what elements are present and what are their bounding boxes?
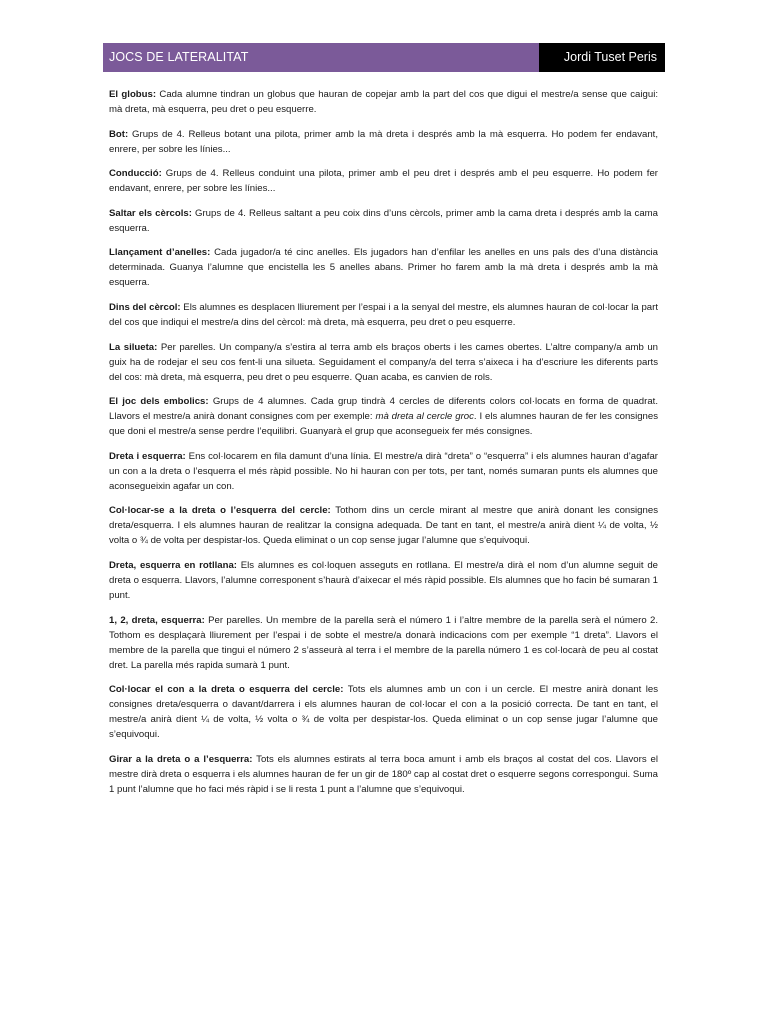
paragraph-text: Cada jugador/a té cinc anelles. Els jugadors han d’enfilar les anelles en uns pals des d’una distància determinada. Guanya l’alumne que encistella les 5 anelles abans. Primer ho farem amb la mà dreta i després amb la mà esquerra. [109, 247, 659, 289]
paragraph-title: Girar a la dreta o a l’esquerra: [109, 753, 253, 765]
paragraph-collocar-cercle [109, 503, 658, 548]
paragraph-dins-cercol [109, 300, 658, 330]
paragraph-title: Conducció: [109, 168, 162, 180]
paragraph-text: Cada alumne tindran un globus que hauran de copejar amb la part del cos que digui el mestre/a sense que caigui: mà dreta, mà esquerra, peu dret o peu esquerre. [109, 89, 658, 115]
paragraph-text: Grups de 4. Relleus conduint una pilota, primer amb el peu dret i després amb el peu esquerre. Ho podem fer endavant, enrere, per sobre les línies... [109, 168, 658, 195]
paragraph-collocar-con [109, 682, 658, 742]
author-name: Jordi Tuset Peris [539, 43, 665, 72]
paragraph-text: Per parelles. Un company/a s’estira al terra amb els braços oberts i les cames obertes. L’altre company/a amb un guix ha de rodejar el seu cos fent-li una silueta. Seguidament el company/a del terra s’aixeca i ha d’escriure les diferents parts del cos: mà dreta, mà esquerra, peu dret o peu esquerre. Quan acaba, es canvien de rols. [109, 341, 658, 383]
paragraph-globus [109, 87, 658, 117]
document-body [109, 87, 658, 806]
paragraph-title: Dins del cèrcol: [109, 301, 181, 313]
paragraph-title: El joc dels embolics: [109, 396, 209, 408]
paragraph-title: La silueta: [109, 341, 158, 353]
paragraph-text: Tots els alumnes amb un con i un cercle. El mestre anirà donant les consignes dreta/esquerra o davant/darrera i els alumnes hauran de col·locar el con a la posició correcta. De tant en tant, el mestre/a anirà dient ¼ de volta, ½ volta o ¾ de volta per despistar-los. Queda eliminat o un cop sense jugar l’alumne que s’equivoqui. [109, 684, 659, 741]
paragraph-saltar-cercols [109, 206, 658, 236]
paragraph-text: Grups de 4. Relleus botant una pilota, primer amb la mà dreta i després amb la mà esquerra. Ho podem fer endavant, enrere, per sobre les línies... [109, 128, 658, 155]
paragraph-rotllana [109, 558, 658, 603]
paragraph-title: Bot: [109, 128, 129, 140]
paragraph-girar [109, 752, 658, 797]
paragraph-llancament-anelles [109, 245, 658, 290]
paragraph-title: Saltar els cèrcols: [109, 207, 192, 219]
paragraph-1-2-dreta-esquerra [109, 613, 658, 673]
paragraph-text: Tots els alumnes estirats al terra boca amunt i amb els braços al costat del cos. Llavors el mestre dirà dreta o esquerra i els alumnes hauran de fer un gir de 180º cap al costat dret o esquerre segons correspongui. Suma 1 punt l’alumne que ho faci més ràpid i se li resta 1 punt a l’alumne que s’equivoqui. [109, 753, 658, 795]
paragraph-text: Grups de 4 alumnes. Cada grup tindrà 4 cercles de diferents colors col·locats en forma de quadrat. Llavors el mestre/a anirà donant consignes com per exemple: [109, 396, 658, 423]
paragraph-title: El globus: [109, 89, 157, 100]
paragraph-bot [109, 127, 658, 157]
paragraph-italic-example: mà dreta al cercle groc [375, 411, 474, 423]
paragraph-title: Dreta i esquerra: [109, 450, 186, 462]
paragraph-title: Llançament d’anelles: [109, 247, 211, 259]
paragraph-title: Dreta, esquerra en rotllana: [109, 559, 238, 571]
paragraph-title: 1, 2, dreta, esquerra: [109, 614, 205, 626]
paragraph-title: Col·locar el con a la dreta o esquerra del cercle: [109, 684, 344, 696]
paragraph-text: Ens col·locarem en fila damunt d’una línia. El mestre/a dirà “dreta” o “esquerra” i els alumnes hauran d’agafar un con a la dreta o l’esquerra el més ràpid possible. No hi hauran con per tots, per tant, només sumaran punts els alumnes que aconsegueixin agafar un con. [109, 450, 658, 492]
paragraph-joc-embolics [109, 394, 658, 439]
paragraph-text-continued: . I els alumnes hauran de fer les consignes que doni el mestre/a sense perdre l’equilibri. Guanyarà el grup que aconsegueix fer més consignes. [109, 411, 659, 438]
paragraph-text: Els alumnes es col·loquen asseguts en rotllana. El mestre/a dirà el nom d’un alumne seguit de dreta o esquerra. Llavors, l’alumne corresponent s’haurà d’aixecar el més ràpid possible. Els alumnes que ho facin bé sumaran 1 punt. [109, 559, 658, 601]
paragraph-silueta [109, 340, 658, 385]
paragraph-conduccio [109, 166, 658, 196]
document-title: JOCS DE LATERALITAT [103, 43, 539, 72]
paragraph-text: Els alumnes es desplacen lliurement per l’espai i a la senyal del mestre, els alumnes hauran de col·locar la part del cos que indiqui el mestre/a dins del cèrcol: mà dreta, mà esquerra, peu dret o peu esquerre. [109, 301, 658, 328]
paragraph-dreta-esquerra [109, 449, 658, 494]
paragraph-title: Col·locar-se a la dreta o l’esquerra del cercle: [109, 505, 331, 517]
paragraph-text: Per parelles. Un membre de la parella serà el número 1 i l’altre membre de la parella serà el número 2. Tothom es desplaçarà lliurement per l’espai i de sobte el mestre/a donarà indicacions com per exemple “1 dreta”. Llavors el membre de la parella que tingui el número 2 s’asseurà al terra i el membre de la parella número 1 es col·locarà de peu al costat dret. La parella més rapida sumarà 1 punt. [109, 614, 658, 671]
paragraph-text: Tothom dins un cercle mirant al mestre que anirà donant les consignes dreta/esquerra. I els alumnes hauran de realitzar la consigna adequada. De tant en tant, el mestre/a anirà dient ¼ de volta, ½ volta o ¾ de volta per despistar-los. Queda eliminat o un cop sense jugar l’alumne que s’equivoqui. [109, 505, 658, 547]
paragraph-text: Grups de 4. Relleus saltant a peu coix dins d’uns cèrcols, primer amb la cama dreta i després amb la cama esquerra. [109, 207, 658, 234]
page-header [103, 43, 665, 72]
